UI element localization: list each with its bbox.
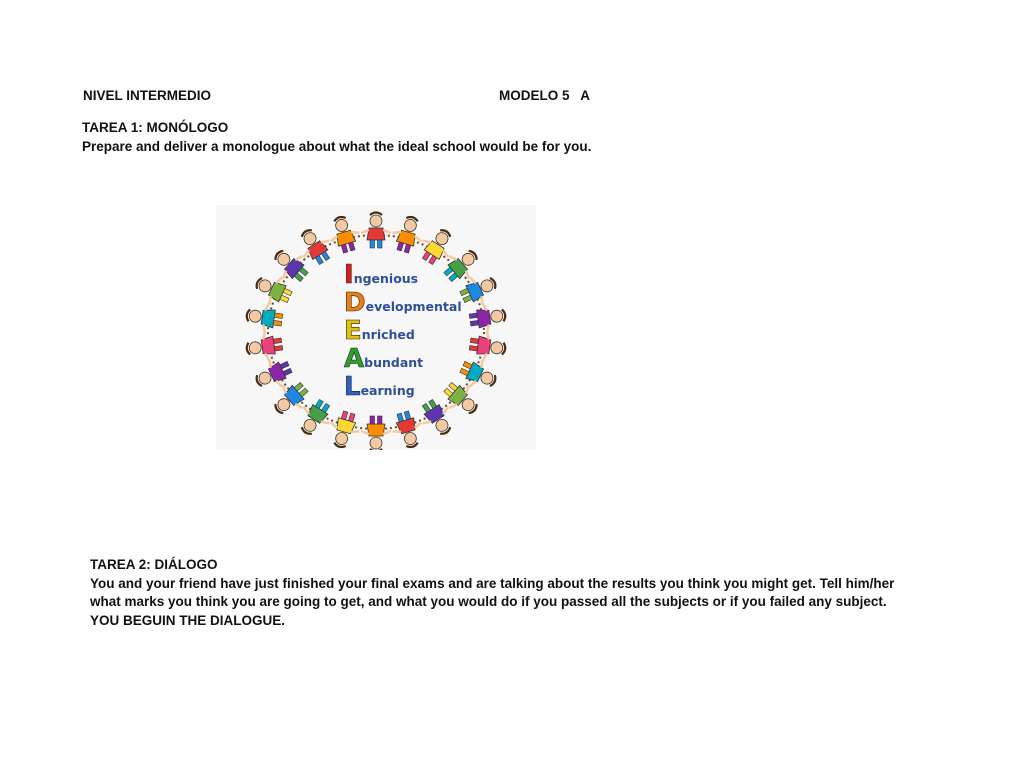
acronym-letter: E	[344, 316, 362, 346]
task2-line-2: what marks you think you are going to get, and what you would do if you passed all the subjects or if you failed any subject.	[90, 594, 887, 609]
ideal-school-illustration	[216, 205, 536, 450]
task1-title: TAREA 1: MONÓLOGO	[82, 120, 229, 135]
acronym-rest: earning	[360, 383, 415, 398]
acronym-rest: nriched	[361, 327, 415, 342]
acronym-letter: D	[344, 288, 366, 318]
task2-block	[90, 556, 894, 630]
model-label: MODELO 5 A	[499, 88, 591, 103]
task2-line-3: YOU BEGUIN THE DIALOGUE.	[90, 612, 286, 628]
acronym-letter: L	[344, 372, 361, 402]
acronym-rest: bundant	[364, 355, 424, 370]
level-label: NIVEL INTERMEDIO	[83, 88, 212, 103]
task1-prompt: Prepare and deliver a monologue about what the ideal school would be for you.	[82, 139, 592, 154]
acronym-letter: I	[344, 260, 354, 290]
acronym-letter: A	[344, 344, 365, 374]
acronym-rest: evelopmental	[365, 299, 462, 314]
task2-title: TAREA 2: DIÁLOGO	[90, 557, 218, 572]
acronym-rest: ngenious	[353, 271, 419, 286]
task2-line-1: You and your friend have just finished your final exams and are talking about the results you think you might get. Tell him/her	[90, 575, 895, 591]
